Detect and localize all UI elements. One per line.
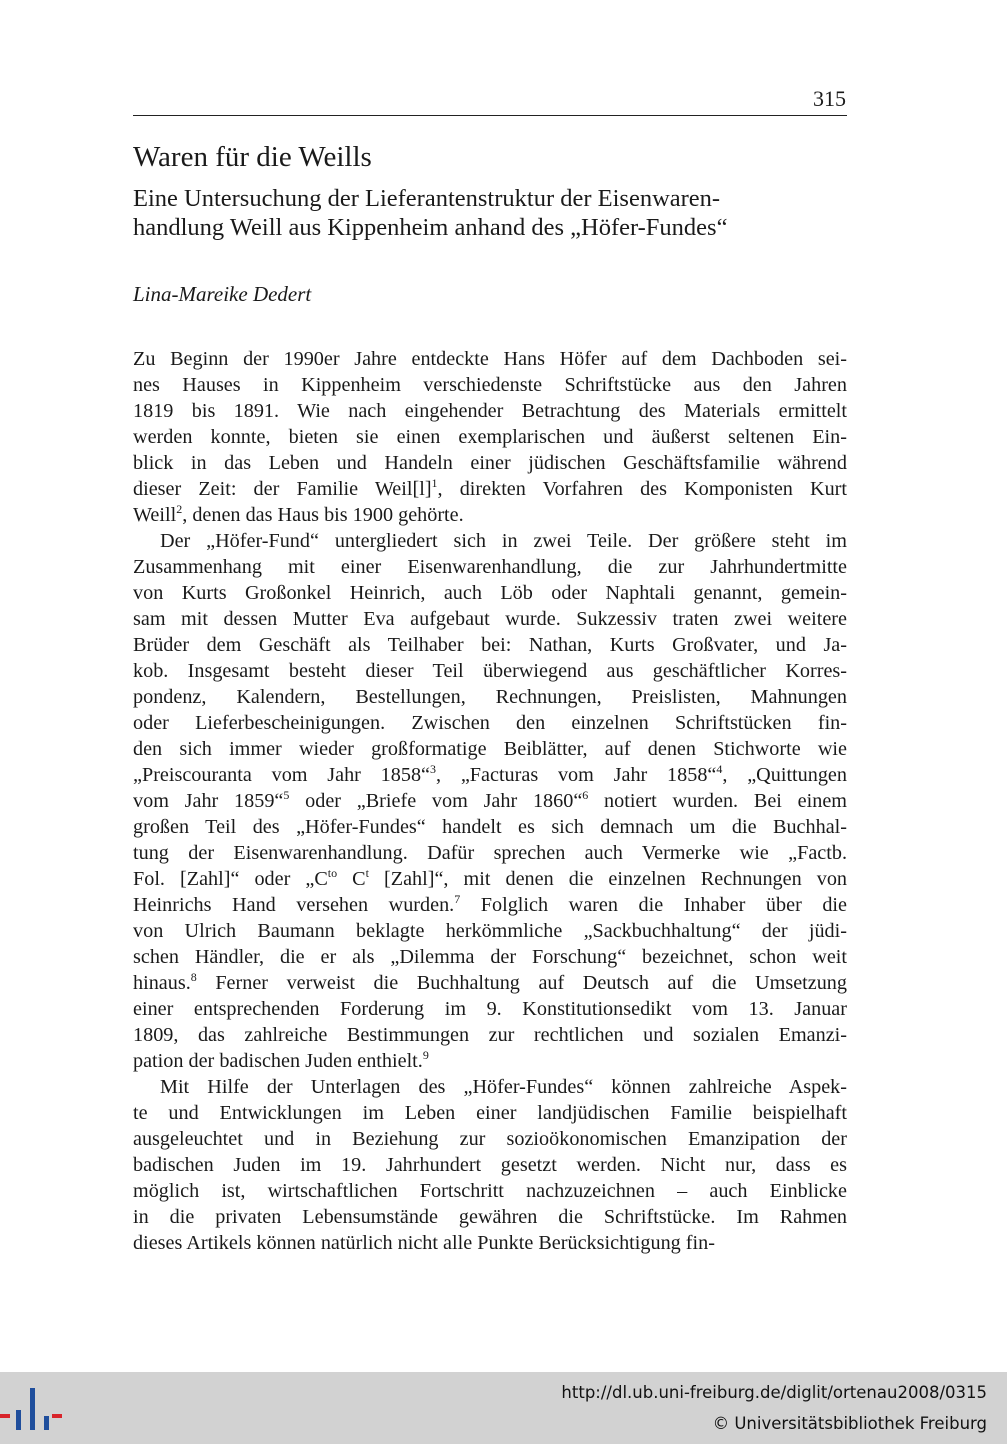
body-line: Fol. [Zahl]“ oder $„C^{to}$ $C^t$ [Zahl]“, mit denen die einzelnen Rechnungen von [133,866,848,890]
body-line: von Kurts Großonkel Heinrich, auch Löb oder Naphtali genannt, gemein- [133,582,847,604]
body-line: oder Lieferbescheinigungen. Zwischen den einzelnen Schriftstücken fin- [133,712,847,734]
article-body [133,346,847,1256]
article-title: Waren für die Weills [133,141,372,173]
body-line: nes Hauses in Kippenheim verschiedenste Schriftstücke aus den Jahren [133,374,847,396]
body-line: ausgeleuchtet und in Beziehung zur sozioökonomischen Emanzipation der [133,1128,847,1150]
body-line: Mit Hilfe der Unterlagen des „Höfer-Fundes“ können zahlreiche Aspek- [160,1076,847,1098]
body-line: schen Händler, die er als „Dilemma der Forschung“ bezeichnet, schon weit [133,946,847,968]
body-line: pation der badischen Juden enthielt.$^9$ [133,1048,429,1072]
header-rule [133,115,847,116]
body-line: Heinrichs Hand versehen wurden.$^7$ Folglich waren die Inhaber über die [133,892,848,916]
ub-freiburg-logo-icon[interactable] [0,1372,70,1444]
body-line: te und Entwicklungen im Leben einer landjüdischen Familie beispielhaft [133,1102,847,1124]
body-line: „Preiscouranta vom Jahr 1858“$^3$, „Facturas vom Jahr 1858“$^4$, „Quittungen [133,762,847,786]
body-line: hinaus.$^8$ Ferner verweist die Buchhaltung auf Deutsch auf die Umsetzung [133,970,847,994]
body-line: dieses Artikels können natürlich nicht alle Punkte Berücksichtigung fin- [133,1232,715,1254]
body-line: Zusammenhang mit einer Eisenwarenhandlung, die zur Jahrhundertmitte [133,556,847,578]
body-line: badischen Juden im 19. Jahrhundert gesetzt werden. Nicht nur, dass es [133,1154,847,1176]
body-line: dieser Zeit: der Familie $Weil[l]^1$, direkten Vorfahren des Komponisten Kurt [133,476,847,500]
subtitle-line: handlung Weill aus Kippenheim anhand des „Höfer-Fundes“ [133,214,728,241]
body-line: einer entsprechenden Forderung im 9. Konstitutionsedikt vom 13. Januar [133,998,847,1020]
body-line: kob. Insgesamt besteht dieser Teil überwiegend aus geschäftlicher Korres- [133,660,847,682]
footer-copyright: © Universitätsbibliothek Freiburg [712,1414,987,1433]
body-line: möglich ist, wirtschaftlichen Fortschritt nachzuzeichnen – auch Einblicke [133,1180,847,1202]
body-line: Zu Beginn der 1990er Jahre entdeckte Hans Höfer auf dem Dachboden sei- [133,348,847,370]
body-line: 1819 bis 1891. Wie nach eingehender Betrachtung des Materials ermittelt [133,400,847,422]
body-line: Weill$^2$, denen das Haus bis 1900 gehörte. [133,502,464,526]
body-line: werden konnte, bieten sie einen exemplarischen und äußerst seltenen Ein- [133,426,847,448]
subtitle-line: Eine Untersuchung der Lieferantenstruktur der Eisenwaren- [133,185,721,212]
body-line: vom Jahr 1859“$^5$ oder „Briefe vom Jahr 1860“$^6$ notiert wurden. Bei einem [133,788,847,812]
body-line: Der „Höfer-Fund“ untergliedert sich in zwei Teile. Der größere steht im [160,530,847,552]
body-line: großen Teil des „Höfer-Fundes“ handelt es sich demnach um die Buchhal- [133,816,847,838]
body-line: Brüder dem Geschäft als Teilhaber bei: Nathan, Kurts Großvater, und Ja- [133,634,847,656]
article-author: Lina-Mareike Dedert [133,282,312,306]
footer-bar [0,1372,1007,1444]
page-number: 315 [813,86,846,111]
body-line: pondenz, Kalendern, Bestellungen, Rechnungen, Preislisten, Mahnungen [133,686,847,708]
body-line: von Ulrich Baumann beklagte herkömmliche „Sackbuchhaltung“ der jüdi- [133,920,847,942]
article-subtitle [133,184,847,242]
body-line: tung der Eisenwarenhandlung. Dafür sprechen auch Vermerke wie „Factb. [133,842,847,864]
body-line: sam mit dessen Mutter Eva aufgebaut wurde. Sukzessiv traten zwei weitere [133,608,847,630]
body-line: blick in das Leben und Handeln einer jüdischen Geschäftsfamilie während [133,452,847,474]
body-line: 1809, das zahlreiche Bestimmungen zur rechtlichen und sozialen Emanzi- [133,1024,847,1046]
footer-url-link[interactable]: http://dl.ub.uni-freiburg.de/diglit/ortenau2008/0315 [561,1383,987,1402]
body-line: in die privaten Lebensumstände gewähren die Schriftstücke. Im Rahmen [133,1206,847,1228]
body-line: den sich immer wieder großformatige Beiblätter, auf denen Stichworte wie [133,738,847,760]
